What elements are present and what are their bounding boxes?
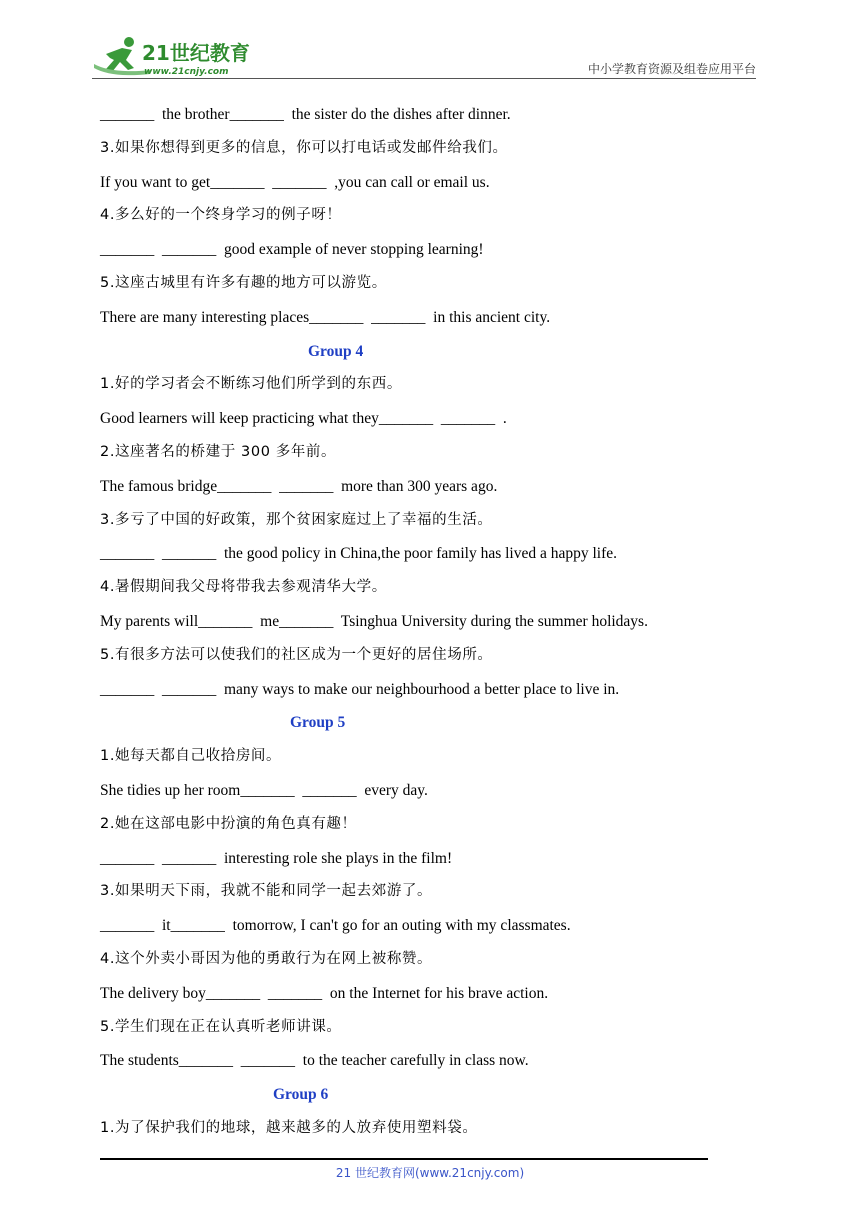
english-sentence: The delivery boy_______ _______ on the Internet for his brave action. [100,984,549,1002]
logo-url: www.21cnjy.com [144,67,229,77]
page-header [92,32,756,78]
site-logo [92,34,262,78]
chinese-prompt: 1.她每天都自己收拾房间。 [100,748,282,765]
chinese-prompt: 4.暑假期间我父母将带我去参观清华大学。 [100,579,387,596]
footer-divider [100,1158,708,1160]
group-heading: Group 5 [290,714,346,732]
chinese-prompt: 2.她在这部电影中扮演的角色真有趣！ [100,815,357,832]
logo-text: 21世纪教育 [142,41,250,65]
chinese-prompt: 3.如果你想得到更多的信息，你可以打电话或发邮件给我们。 [100,139,508,156]
english-sentence: Good learners will keep practicing what they_______ _______ . [100,410,507,428]
english-sentence: The students_______ _______ to the teacher carefully in class now. [100,1052,529,1070]
chinese-prompt: 3.多亏了中国的好政策，那个贫困家庭过上了幸福的生活。 [100,511,493,528]
chinese-prompt: 3.如果明天下雨，我就不能和同学一起去郊游了。 [100,883,433,900]
chinese-prompt: 1.为了保护我们的地球，越来越多的人放弃使用塑料袋。 [100,1119,478,1136]
group-heading: Group 4 [308,342,364,360]
chinese-prompt: 2.这座著名的桥建于 300 多年前。 [100,443,337,460]
english-sentence: If you want to get_______ _______ ,you can call or email us. [100,173,490,191]
english-sentence: The famous bridge_______ _______ more than 300 years ago. [100,477,498,495]
chinese-prompt: 5.有很多方法可以使我们的社区成为一个更好的居住场所。 [100,646,493,663]
group-heading: Group 6 [273,1086,329,1104]
english-sentence: There are many interesting places_______ _______ in this ancient city. [100,308,551,326]
english-sentence: _______ _______ many ways to make our neighbourhood a better place to live in. [100,680,620,698]
english-sentence: _______ _______ the good policy in China,the poor family has lived a happy life. [100,545,618,563]
chinese-prompt: 4.这个外卖小哥因为他的勇敢行为在网上被称赞。 [100,950,433,967]
english-sentence: My parents will_______ me_______ Tsinghua University during the summer holidays. [100,612,648,630]
chinese-prompt: 5.这座古城里有许多有趣的地方可以游览。 [100,274,387,291]
exercise-content [100,98,740,1146]
platform-name: 中小学教育资源及组卷应用平台 [587,62,756,76]
english-sentence: _______ _______ good example of never stopping learning! [100,241,484,259]
footer-text: 21 世纪教育网(www.21cnjy.com) [335,1166,525,1180]
chinese-prompt: 5.学生们现在正在认真听老师讲课。 [100,1018,342,1035]
english-sentence: She tidies up her room_______ _______ every day. [100,781,428,799]
english-sentence: _______ it_______ tomorrow, I can't go for an outing with my classmates. [100,917,571,935]
header-divider [92,78,756,79]
chinese-prompt: 1.好的学习者会不断练习他们所学到的东西。 [100,376,402,393]
english-sentence: _______ _______ interesting role she plays in the film! [100,849,453,867]
english-sentence: _______ the brother_______ the sister do the dishes after dinner. [100,106,511,123]
chinese-prompt: 4.多么好的一个终身学习的例子呀！ [100,207,342,224]
